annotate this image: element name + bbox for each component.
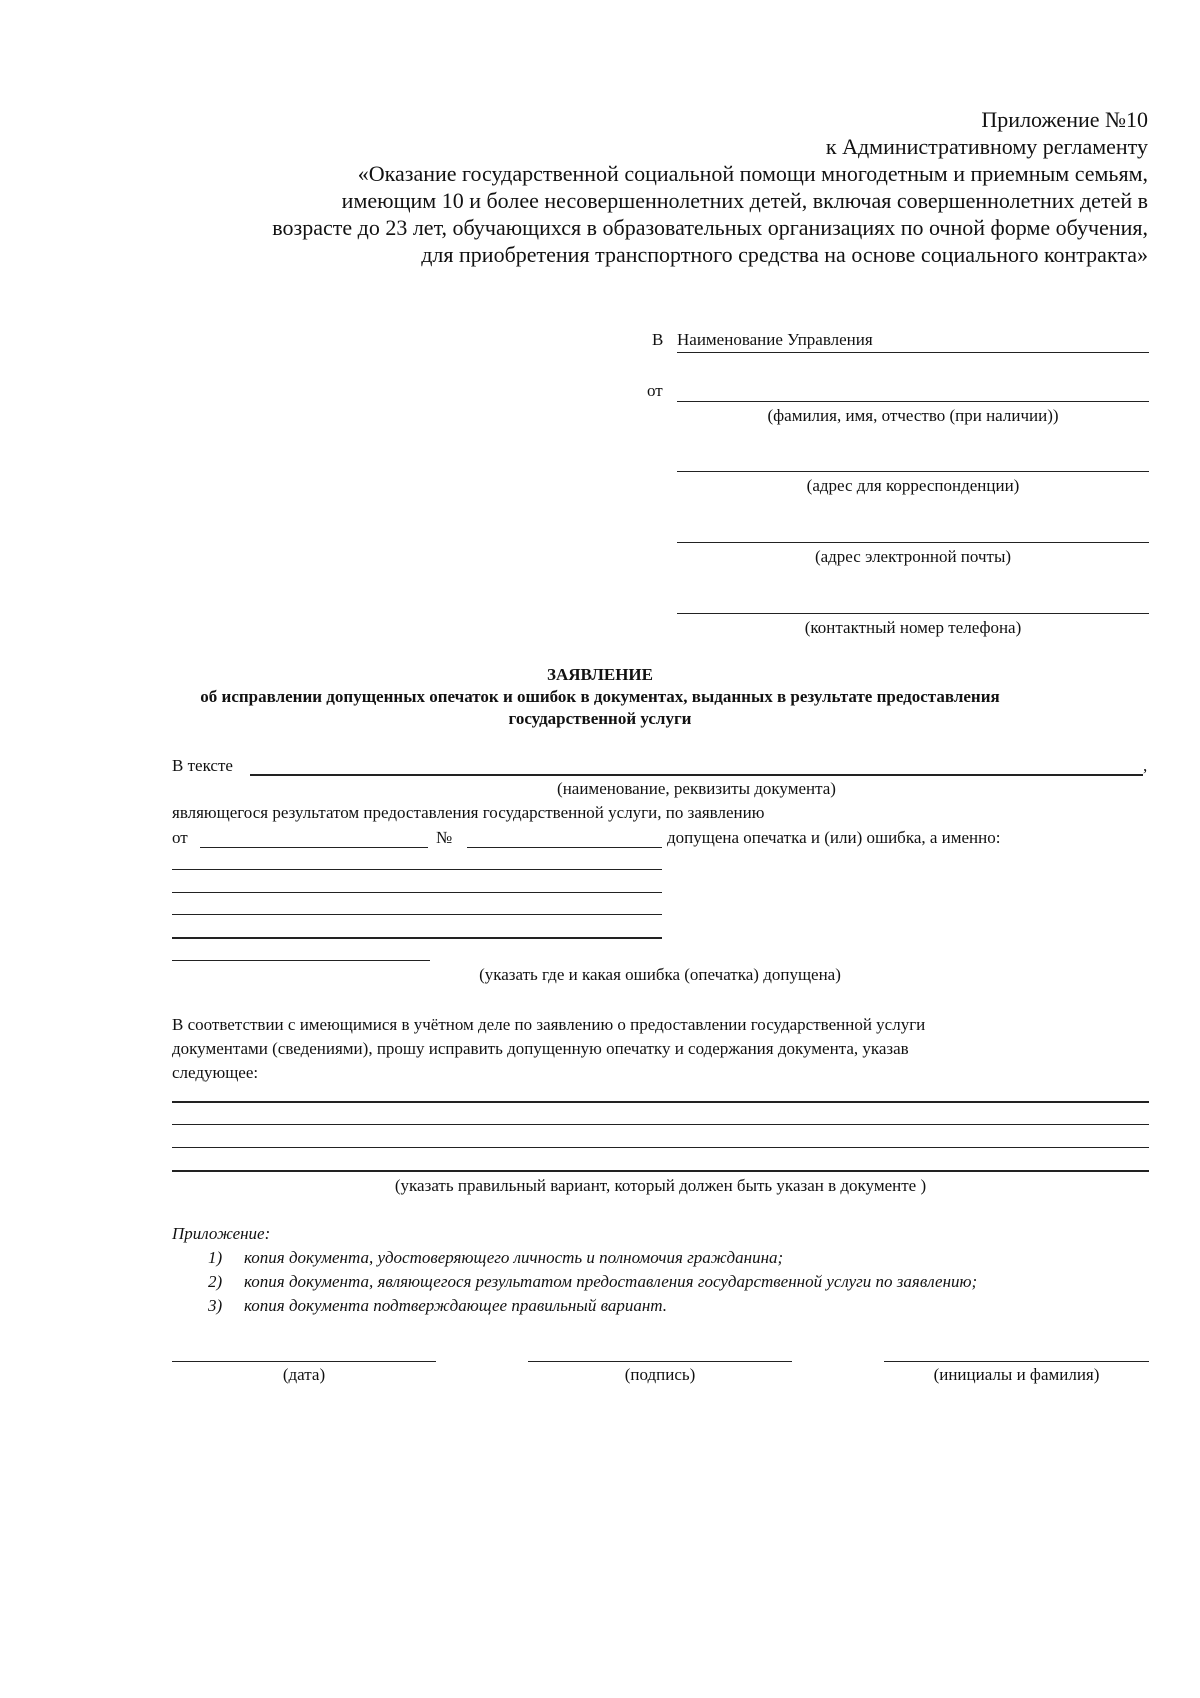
caption-fio: (фамилия, имя, отчество (при наличии)): [767, 406, 1059, 425]
correct-line-4[interactable]: [172, 1170, 1149, 1172]
caption-correct: (указать правильный вариант, который должен быть указан в документе ): [394, 1176, 927, 1195]
attachment-text-3: копия документа подтверждающее правильный вариант.: [244, 1296, 667, 1315]
caption-name: (инициалы и фамилия): [933, 1365, 1100, 1384]
phone-field[interactable]: [677, 613, 1149, 614]
caption-error: (указать где и какая ошибка (опечатка) допущена): [479, 965, 841, 984]
header-line-5: возрасте до 23 лет, обучающихся в образовательных организациях по очной форме обучения,: [272, 215, 1148, 240]
document-subtitle-2: государственной услуги: [508, 709, 692, 728]
comma: ,: [1143, 756, 1148, 775]
caption-email: (адрес электронной почты): [814, 547, 1012, 566]
result-line: являющегося результатом предоставления государственной услуги, по заявлению: [172, 803, 765, 822]
from-prefix: от: [647, 381, 663, 400]
signature-field[interactable]: [528, 1361, 792, 1362]
email-field[interactable]: [677, 542, 1149, 543]
header-line-3: «Оказание государственной социальной помощи многодетным и приемным семьям,: [357, 161, 1148, 186]
correct-line-1[interactable]: [172, 1101, 1149, 1103]
request-line-1: В соответствии с имеющимися в учётном деле по заявлению о предоставлении государственной услуги: [172, 1015, 926, 1034]
header-line-4: имеющим 10 и более несовершеннолетних детей, включая совершеннолетних детей в: [341, 188, 1148, 213]
number-label: №: [436, 828, 453, 847]
error-line-3[interactable]: [172, 914, 662, 915]
header-line-1: Приложение №10: [981, 107, 1148, 132]
attachment-text-1: копия документа, удостоверяющего личность и полномочия гражданина;: [244, 1248, 784, 1267]
error-line-1[interactable]: [172, 869, 662, 870]
error-line-2[interactable]: [172, 892, 662, 893]
correct-line-2[interactable]: [172, 1124, 1149, 1125]
fio-field[interactable]: [677, 401, 1149, 402]
request-line-2: документами (сведениями), прошу исправить допущенную опечатку и содержания документа, указав: [172, 1039, 909, 1058]
from-label: от: [172, 828, 188, 847]
document-subtitle-1: об исправлении допущенных опечаток и ошибок в документах, выданных в результате предоставления: [200, 687, 1000, 706]
document-name-field[interactable]: [250, 774, 1143, 776]
address-field[interactable]: [677, 471, 1149, 472]
header-block: [272, 106, 1148, 268]
date-field[interactable]: [172, 1361, 436, 1362]
header-line-2: к Административному регламенту: [825, 134, 1148, 159]
caption-date: (дата): [282, 1365, 326, 1384]
correct-line-3[interactable]: [172, 1147, 1149, 1148]
name-field[interactable]: [884, 1361, 1149, 1362]
header-line-6: для приобретения транспортного средства на основе социального контракта»: [421, 242, 1148, 267]
to-underline: [677, 352, 1149, 353]
document-title: ЗАЯВЛЕНИЕ: [546, 665, 653, 684]
attachment-num-2: 2): [208, 1272, 223, 1291]
attachments-heading: Приложение:: [172, 1224, 271, 1243]
to-prefix: В: [652, 330, 664, 349]
error-text: допущена опечатка и (или) ошибка, а именно:: [667, 828, 1001, 847]
application-number-field[interactable]: [467, 847, 662, 848]
to-department-field[interactable]: Наименование Управления: [677, 330, 873, 349]
application-date-field[interactable]: [200, 847, 428, 848]
attachment-num-3: 3): [208, 1296, 223, 1315]
caption-signature: (подпись): [624, 1365, 696, 1384]
caption-phone: (контактный номер телефона): [804, 618, 1022, 637]
error-line-5[interactable]: [172, 960, 430, 961]
caption-address: (адрес для корреспонденции): [806, 476, 1020, 495]
request-line-3: следующее:: [172, 1063, 259, 1082]
attachment-num-1: 1): [208, 1248, 223, 1267]
in-text-label: В тексте: [172, 756, 233, 775]
error-line-4[interactable]: [172, 937, 662, 939]
attachment-text-2: копия документа, являющегося результатом предоставления государственной услуги по заявлению;: [244, 1272, 978, 1291]
caption-document: (наименование, реквизиты документа): [557, 779, 836, 798]
